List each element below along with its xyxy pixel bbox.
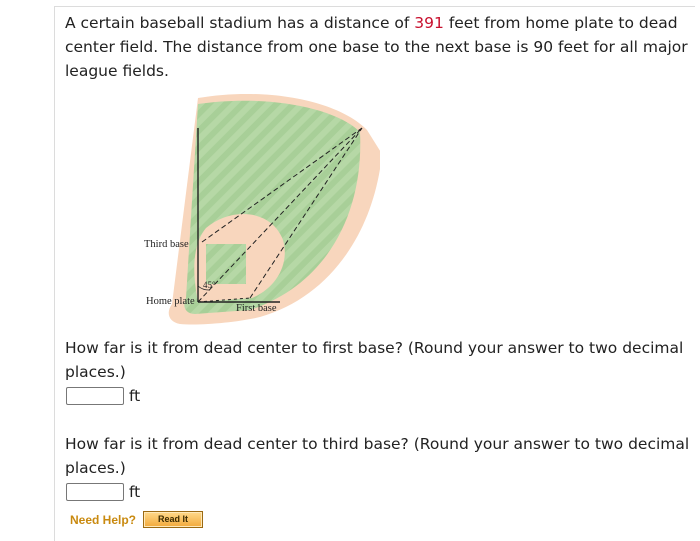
question-1-prompt: How far is it from dead center to first base? (Round your answer to two decimal places.) xyxy=(65,339,684,381)
need-help-section xyxy=(70,511,203,528)
infield-grass-square xyxy=(206,244,246,284)
read-it-button[interactable]: Read It xyxy=(143,511,203,528)
unit-label-1: ft xyxy=(129,387,141,405)
answer-row-1 xyxy=(66,385,140,407)
home-plate-label: Home plate xyxy=(146,296,195,307)
baseball-field-diagram xyxy=(140,92,380,332)
answer-input-1[interactable] xyxy=(66,387,124,405)
need-help-label: Need Help? xyxy=(70,512,137,527)
first-base-label: First base xyxy=(236,303,277,314)
problem-text-after: feet from home plate to dead center field. The distance from one base to the next base is 90 feet for all major league fields. xyxy=(65,14,688,80)
unit-label-2: ft xyxy=(129,483,141,501)
angle-label: 45° xyxy=(203,280,216,290)
answer-row-2 xyxy=(66,481,140,503)
answer-input-2[interactable] xyxy=(66,483,124,501)
distance-value: 391 xyxy=(414,14,444,32)
question-2-prompt: How far is it from dead center to third base? (Round your answer to two decimal places.) xyxy=(65,435,690,477)
problem-statement xyxy=(65,11,690,83)
third-base-label: Third base xyxy=(144,239,189,250)
problem-text-before: A certain baseball stadium has a distance of xyxy=(65,14,415,32)
